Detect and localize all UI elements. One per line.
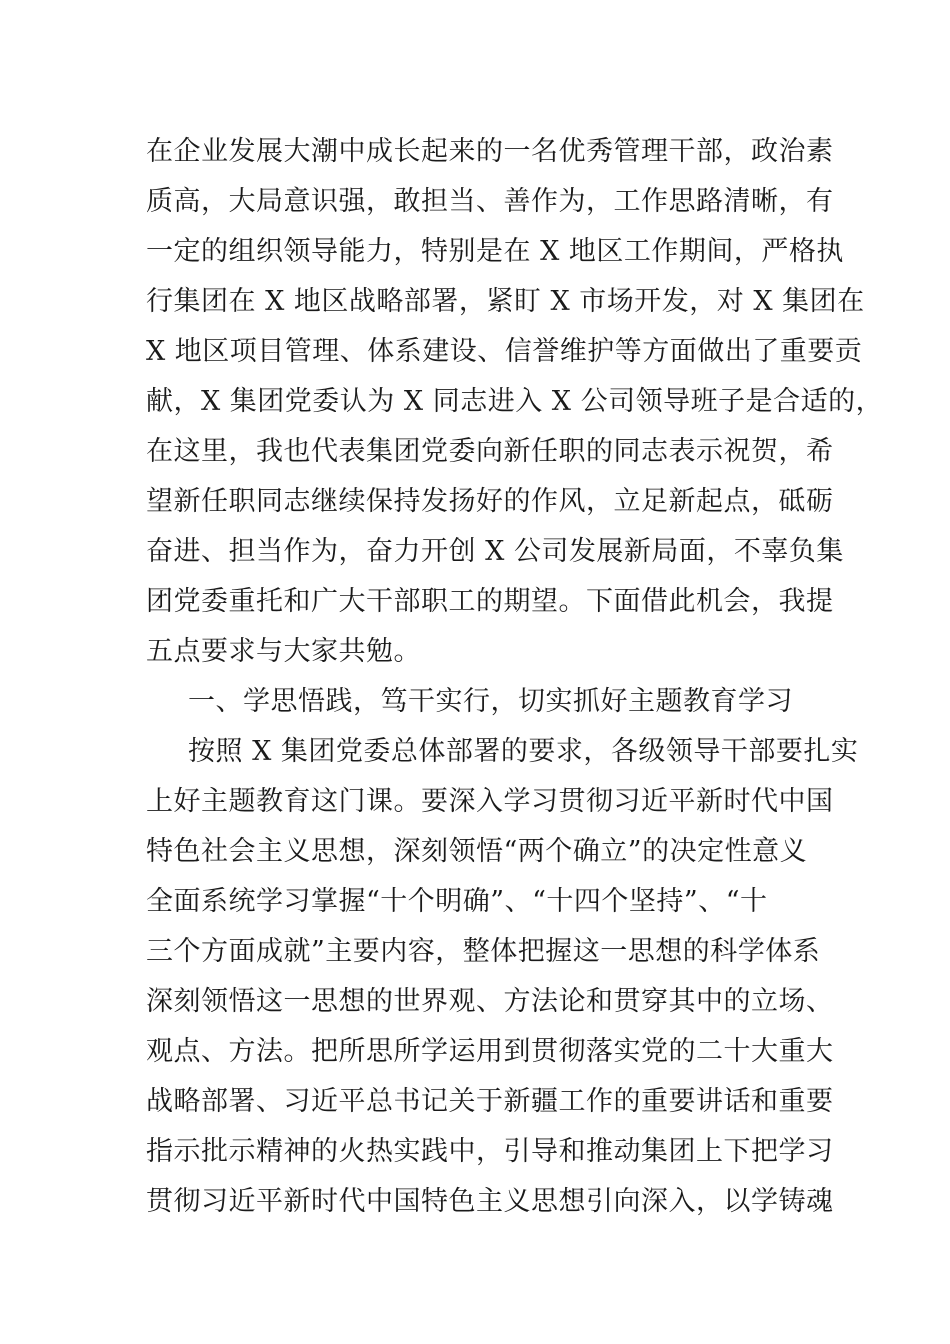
text-line: 特色社会主义思想，深刻领悟“两个确立”的决定性意义 (146, 836, 808, 867)
section-heading: 一、学思悟践，笃干实行，切实抓好主题教育学习 (188, 686, 793, 717)
paragraph-first-line: 按照 X 集团党委总体部署的要求，各级领导干部要扎实 (188, 736, 859, 767)
text-line: 望新任职同志继续保持发扬好的作风，立足新起点，砥砺 (146, 486, 834, 517)
text-line: 战略部署、习近平总书记关于新疆工作的重要讲话和重要 (146, 1086, 834, 1117)
text-line: 指示批示精神的火热实践中，引导和推动集团上下把学习 (146, 1136, 834, 1167)
text-line: 一定的组织领导能力，特别是在 X 地区工作期间，严格执 (146, 236, 844, 267)
text-line: 奋进、担当作为，奋力开创 X 公司发展新局面，不辜负集 (146, 536, 844, 567)
text-line: X 地区项目管理、体系建设、信誉维护等方面做出了重要贡 (146, 336, 863, 367)
text-line: 全面系统学习掌握“十个明确”、“十四个坚持”、“十 (146, 886, 768, 917)
document-body (146, 127, 884, 1227)
text-line: 在企业发展大潮中成长起来的一名优秀管理干部，政治素 (146, 136, 834, 167)
text-line: 行集团在 X 地区战略部署，紧盯 X 市场开发，对 X 集团在 (146, 286, 865, 317)
text-line: 五点要求与大家共勉。 (146, 636, 421, 667)
text-line: 团党委重托和广大干部职工的期望。下面借此机会，我提 (146, 586, 834, 617)
text-line: 深刻领悟这一思想的世界观、方法论和贯穿其中的立场、 (146, 986, 834, 1017)
text-line: 上好主题教育这门课。要深入学习贯彻习近平新时代中国 (146, 786, 834, 817)
text-line: 在这里，我也代表集团党委向新任职的同志表示祝贺，希 (146, 436, 834, 467)
text-line: 观点、方法。把所思所学运用到贯彻落实党的二十大重大 (146, 1036, 834, 1067)
text-line: 贯彻习近平新时代中国特色主义思想引向深入，以学铸魂 (146, 1186, 834, 1217)
text-line: 三个方面成就”主要内容，整体把握这一思想的科学体系 (146, 936, 821, 967)
text-line: 质高，大局意识强，敢担当、善作为，工作思路清晰，有 (146, 186, 834, 217)
text-line: 献，X 集团党委认为 X 同志进入 X 公司领导班子是合适的， (146, 386, 884, 417)
